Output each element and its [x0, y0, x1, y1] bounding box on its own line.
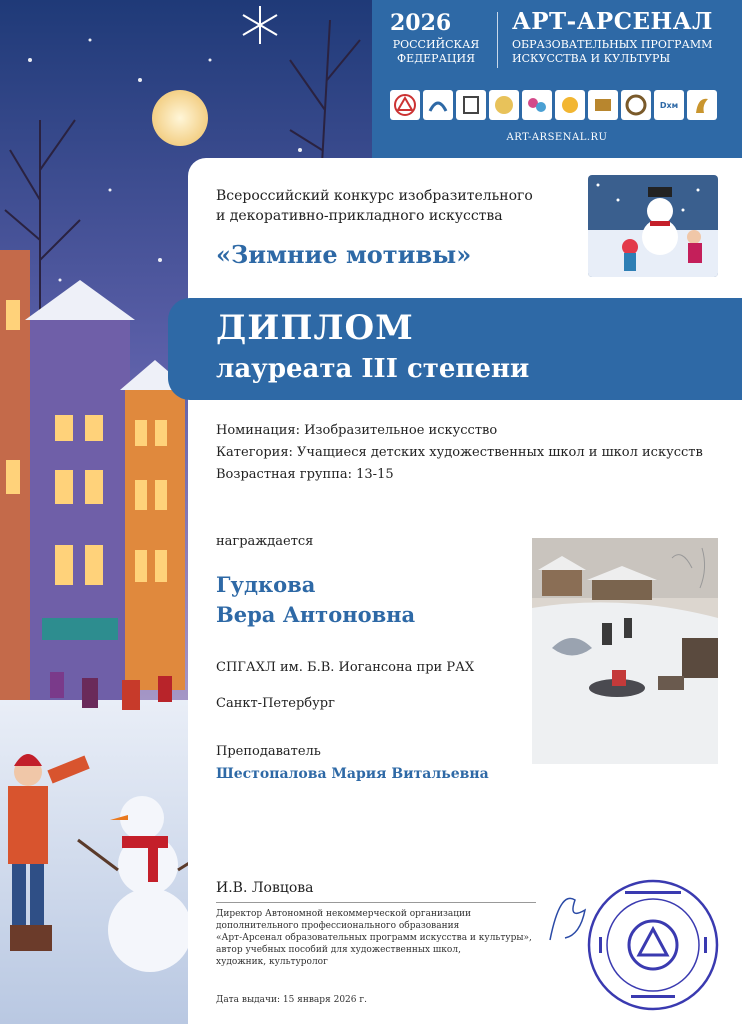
- awarded-label: награждается: [216, 534, 314, 549]
- contest-line-1: Всероссийский конкурс изобразительного: [216, 188, 533, 204]
- header-divider: [497, 12, 498, 68]
- signer-description: [216, 908, 546, 968]
- school-name: СПГАХЛ им. Б.В. Иогансона при РАХ: [216, 660, 475, 675]
- contest-snowman-image: [588, 175, 718, 277]
- contest-name: «Зимние мотивы»: [216, 240, 472, 269]
- signer-desc-line-3: «Арт-Арсенал образовательных программ искусства и культуры»,: [216, 933, 532, 943]
- teacher-name: Шестопалова Мария Витальевна: [216, 766, 489, 782]
- organization-stamp: [585, 877, 721, 1013]
- brand-subtitle-line-1: ОБРАЗОВАТЕЛЬНЫХ ПРОГРАММ: [512, 38, 713, 51]
- partner-logo-icon: [522, 90, 552, 120]
- issue-date: Дата выдачи: 15 января 2026 г.: [216, 995, 367, 1005]
- diploma-banner: [168, 298, 742, 400]
- signer-desc-line-5: художник, культуролог: [216, 957, 328, 967]
- partner-logo-icon: [423, 90, 453, 120]
- brand-subtitle: [512, 38, 712, 66]
- partner-logo-icon: [621, 90, 651, 120]
- age-group: Возрастная группа: 13-15: [216, 467, 394, 482]
- header-banner: [372, 0, 742, 158]
- category: Категория: Учащиеся детских художественных школ и школ искусств: [216, 445, 703, 460]
- diploma-degree: лауреата III степени: [216, 354, 530, 384]
- signer-name: И.В. Ловцова: [216, 880, 314, 896]
- signer-desc-line-1: Директор Автономной некоммерческой организации: [216, 909, 472, 919]
- diploma-title: ДИПЛОМ: [216, 308, 414, 348]
- moon-shape: [152, 90, 208, 146]
- brand-subtitle-line-2: ИСКУССТВА И КУЛЬТУРЫ: [512, 52, 671, 65]
- country-line-1: РОССИЙСКАЯ: [392, 38, 480, 51]
- country-line-2: ФЕДЕРАЦИЯ: [397, 52, 475, 65]
- site-url: ART-ARSENAL.RU: [506, 132, 608, 143]
- laureate-surname: Гудкова: [216, 572, 316, 597]
- city-name: Санкт-Петербург: [216, 696, 335, 711]
- partner-logo-icon: [555, 90, 585, 120]
- signer-desc-line-4: автор учебных пособий для художественных школ,: [216, 945, 461, 955]
- brand-name: АРТ-АРСЕНАЛ: [512, 8, 713, 35]
- laureate-name: [216, 570, 415, 630]
- partner-logo-icon: [489, 90, 519, 120]
- partner-logo-icon: [687, 90, 717, 120]
- contest-line-2: и декоративно-прикладного искусства: [216, 208, 503, 224]
- teacher-label: Преподаватель: [216, 744, 321, 759]
- partner-logo-icon: [456, 90, 486, 120]
- partner-logo-icon: [588, 90, 618, 120]
- partner-logo-icon: [390, 90, 420, 120]
- contest-description: [216, 186, 576, 226]
- partner-logo-dxm: Dхм: [654, 90, 684, 120]
- nomination: Номинация: Изобразительное искусство: [216, 423, 498, 438]
- signature-line: [216, 902, 536, 903]
- header-year: 2026: [390, 10, 452, 36]
- signer-desc-line-2: дополнительного профессионального образования: [216, 921, 460, 931]
- header-country: [386, 38, 486, 66]
- partner-logos: [390, 90, 717, 120]
- laureate-given-names: Вера Антоновна: [216, 602, 416, 627]
- submitted-artwork: [532, 538, 718, 764]
